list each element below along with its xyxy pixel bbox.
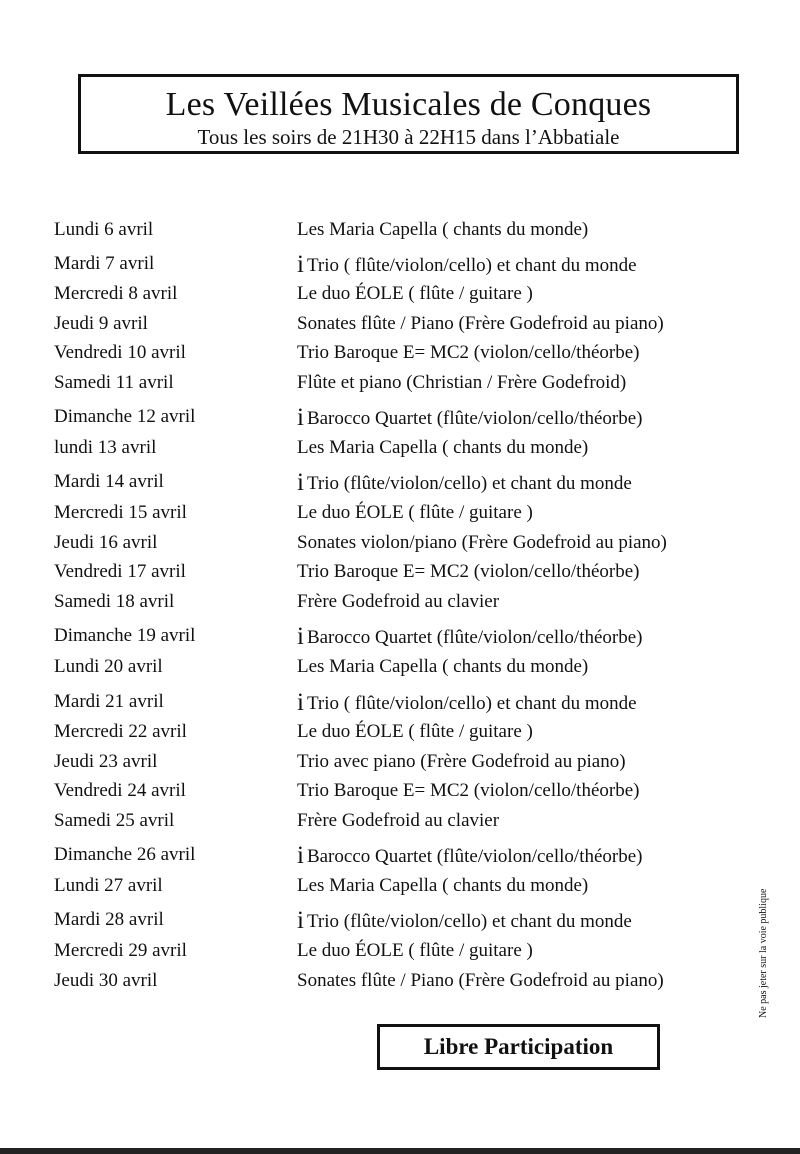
- schedule-event: [297, 558, 639, 586]
- schedule-event-text: Frère Godefroid au clavier: [297, 591, 500, 612]
- schedule-row: [0, 937, 800, 965]
- schedule-row: [0, 653, 800, 681]
- schedule-event-text: Trio Baroque E= MC2 (violon/cello/théorbe): [297, 342, 640, 363]
- schedule-event-text: Trio ( flûte/violon/cello) et chant du monde: [306, 255, 637, 276]
- schedule-event: [297, 777, 639, 805]
- schedule-event: [297, 748, 626, 776]
- schedule-day: Dimanche 12 avril: [54, 406, 196, 427]
- schedule-day: Mercredi 29 avril: [54, 940, 187, 961]
- schedule-day: Mercredi 8 avril: [54, 283, 178, 304]
- schedule-event: [297, 310, 664, 338]
- schedule-event-text: Le duo ÉOLE ( flûte / guitare ): [297, 940, 533, 961]
- libre-participation-box: Libre Participation: [377, 1024, 660, 1070]
- schedule-event-text: Sonates violon/piano (Frère Godefroid au piano): [297, 532, 667, 553]
- schedule-row: [0, 468, 800, 496]
- schedule-event-text: Le duo ÉOLE ( flûte / guitare ): [297, 502, 533, 523]
- schedule-event-text: Les Maria Capella ( chants du monde): [297, 219, 589, 240]
- schedule-row: [0, 250, 800, 278]
- schedule-row: [0, 688, 800, 716]
- schedule-row: [0, 718, 800, 746]
- schedule-event-text: Trio ( flûte/violon/cello) et chant du monde: [306, 693, 637, 714]
- schedule-event-text: Barocco Quartet (flûte/violon/cello/théorbe): [306, 627, 643, 648]
- schedule-day: Jeudi 16 avril: [54, 532, 158, 553]
- schedule-event: [297, 718, 533, 746]
- schedule-row: [0, 906, 800, 934]
- bottom-divider: [0, 1148, 800, 1154]
- schedule-row: [0, 967, 800, 995]
- schedule-event: [297, 403, 643, 433]
- schedule-event-text: Les Maria Capella ( chants du monde): [297, 656, 589, 677]
- schedule-event: [297, 339, 639, 367]
- schedule-row: [0, 777, 800, 805]
- schedule-event-text: Sonates flûte / Piano (Frère Godefroid au piano): [297, 970, 664, 991]
- schedule-day: Dimanche 26 avril: [54, 844, 196, 865]
- schedule-day: Vendredi 24 avril: [54, 780, 186, 801]
- schedule-event: [297, 369, 626, 397]
- schedule-event: [297, 841, 643, 871]
- schedule-day: Mercredi 15 avril: [54, 502, 187, 523]
- schedule-row: [0, 588, 800, 616]
- page-subtitle: Tous les soirs de 21H30 à 22H15 dans l’Abbatiale: [197, 125, 620, 149]
- schedule-event: [297, 250, 637, 280]
- schedule-event-text: Frère Godefroid au clavier: [297, 810, 500, 831]
- schedule-day: Lundi 6 avril: [54, 219, 154, 240]
- schedule-day: Lundi 20 avril: [54, 656, 163, 677]
- schedule-event: [297, 937, 533, 965]
- schedule-event: [297, 280, 533, 308]
- page-title: Les Veillées Musicales de Conques: [165, 86, 652, 123]
- schedule-event-text: Sonates flûte / Piano (Frère Godefroid au piano): [297, 313, 664, 334]
- schedule-row: [0, 748, 800, 776]
- schedule-day: Dimanche 19 avril: [54, 625, 196, 646]
- schedule-event: [297, 499, 533, 527]
- schedule-event: [297, 529, 667, 557]
- schedule-row: [0, 499, 800, 527]
- schedule-day: Samedi 11 avril: [54, 372, 174, 393]
- schedule-event-text: Le duo ÉOLE ( flûte / guitare ): [297, 283, 533, 304]
- schedule-row: [0, 280, 800, 308]
- schedule-event-text: Flûte et piano (Christian / Frère Godefroid): [297, 372, 627, 393]
- schedule-event: [297, 872, 588, 900]
- schedule-day: lundi 13 avril: [54, 437, 157, 458]
- schedule-event-text: Trio (flûte/violon/cello) et chant du monde: [306, 473, 632, 494]
- schedule-event: [297, 688, 637, 718]
- schedule-row: [0, 434, 800, 462]
- info-marker-icon: i: [297, 842, 304, 869]
- schedule-day: Vendredi 17 avril: [54, 561, 186, 582]
- schedule-row: [0, 339, 800, 367]
- schedule-event-text: Les Maria Capella ( chants du monde): [297, 875, 589, 896]
- schedule-event: [297, 216, 588, 244]
- schedule-event: [297, 622, 643, 652]
- schedule-day: Samedi 18 avril: [54, 591, 175, 612]
- schedule-row: [0, 841, 800, 869]
- schedule-row: [0, 310, 800, 338]
- info-marker-icon: i: [297, 404, 304, 431]
- info-marker-icon: i: [297, 469, 304, 496]
- schedule-event-text: Barocco Quartet (flûte/violon/cello/théorbe): [306, 408, 643, 429]
- info-marker-icon: i: [297, 689, 304, 716]
- schedule-day: Mercredi 22 avril: [54, 721, 187, 742]
- schedule-day: Lundi 27 avril: [54, 875, 163, 896]
- schedule-event-text: Trio (flûte/violon/cello) et chant du monde: [306, 911, 632, 932]
- schedule-day: Mardi 28 avril: [54, 909, 164, 930]
- schedule-day: Mardi 14 avril: [54, 471, 164, 492]
- schedule-event: [297, 588, 499, 616]
- schedule-event-text: Barocco Quartet (flûte/violon/cello/théorbe): [306, 846, 643, 867]
- info-marker-icon: i: [297, 623, 304, 650]
- schedule-event-text: Trio avec piano (Frère Godefroid au piano): [297, 751, 626, 772]
- schedule-day: Mardi 21 avril: [54, 691, 164, 712]
- schedule-event-text: Trio Baroque E= MC2 (violon/cello/théorbe): [297, 561, 640, 582]
- schedule-event: [297, 807, 499, 835]
- schedule-day: Jeudi 9 avril: [54, 313, 148, 334]
- schedule-event-text: Trio Baroque E= MC2 (violon/cello/théorbe): [297, 780, 640, 801]
- schedule-row: [0, 403, 800, 431]
- side-note: Ne pas jeter sur la voie publique: [758, 888, 769, 1018]
- schedule-day: Jeudi 30 avril: [54, 970, 158, 991]
- schedule-event-text: Le duo ÉOLE ( flûte / guitare ): [297, 721, 533, 742]
- schedule-event-text: Les Maria Capella ( chants du monde): [297, 437, 589, 458]
- schedule-row: [0, 807, 800, 835]
- schedule-event: [297, 434, 588, 462]
- schedule-event: [297, 967, 664, 995]
- schedule-row: [0, 622, 800, 650]
- schedule-row: [0, 369, 800, 397]
- schedule-day: Samedi 25 avril: [54, 810, 175, 831]
- schedule-row: [0, 872, 800, 900]
- schedule-day: Mardi 7 avril: [54, 253, 155, 274]
- schedule-event: [297, 653, 588, 681]
- schedule-row: [0, 529, 800, 557]
- schedule-day: Vendredi 10 avril: [54, 342, 186, 363]
- info-marker-icon: i: [297, 251, 304, 278]
- schedule-row: [0, 216, 800, 244]
- schedule-row: [0, 558, 800, 586]
- info-marker-icon: i: [297, 907, 304, 934]
- schedule-day: Jeudi 23 avril: [54, 751, 158, 772]
- schedule-event: [297, 906, 632, 936]
- schedule-event: [297, 468, 632, 498]
